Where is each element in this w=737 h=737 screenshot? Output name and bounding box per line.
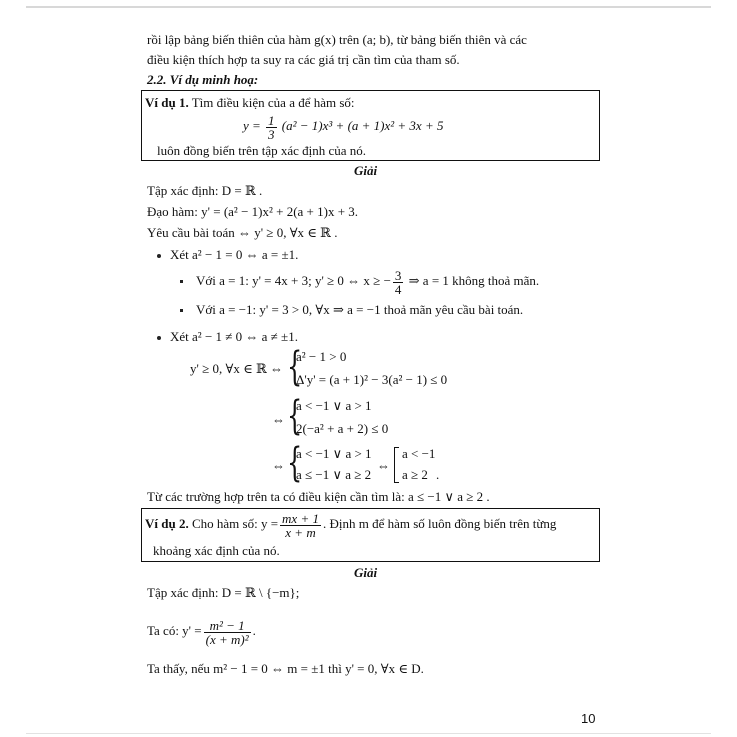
example-1-frac-den: 3	[268, 126, 275, 142]
case-1a	[196, 266, 539, 296]
system-3-bracket	[394, 447, 399, 483]
example-2-fraction	[280, 512, 321, 539]
system-2-arrow: ⇔	[272, 412, 285, 427]
section-title: Ví dụ minh hoạ:	[169, 72, 259, 87]
system-3-end: .	[436, 467, 440, 482]
example-2-frac-den: x + m	[285, 524, 316, 540]
solution-2-observation: Ta thấy, nếu m² − 1 = 0 ⇔ m = ±1 thì y' = 0, ∀x ∈ D.	[147, 661, 424, 676]
solution-2-frac-den: (x + m)²	[205, 631, 249, 647]
bullet-case-1	[157, 254, 161, 258]
system-3-right-1: a < −1	[402, 446, 436, 461]
solution-1-requirement: Yêu cầu bài toán ⇔ y' ≥ 0, ∀x ∈ ℝ .	[147, 225, 338, 240]
section-heading	[147, 72, 258, 88]
top-divider	[26, 6, 711, 8]
system-2-line-1: a < −1 ∨ a > 1	[296, 398, 372, 413]
example-2-frac-num: mx + 1	[282, 510, 319, 526]
solution-2-frac-num: m² − 1	[204, 619, 251, 633]
solution-1-domain: Tập xác định: D = ℝ .	[147, 183, 263, 198]
example-1-prompt-line	[145, 95, 355, 111]
system-3-arrow: ⇔	[272, 458, 285, 473]
case-1a-fraction	[393, 269, 404, 296]
example-2-prompt-line	[145, 509, 556, 539]
case-1a-pre: Với a = 1: y' = 4x + 3; y' ≥ 0 ⇔ x ≥ −	[196, 273, 391, 288]
solution-2-taco	[147, 614, 256, 648]
intro-line-2: điều kiện thích hợp ta suy ra các giá trị cần tìm của tham số.	[147, 52, 460, 67]
solution-2-fraction	[204, 619, 251, 646]
case-1: Xét a² − 1 = 0 ⇔ a = ±1.	[170, 247, 299, 262]
system-1-line-1: a² − 1 > 0	[296, 349, 347, 364]
case-2: Xét a² − 1 ≠ 0 ⇔ a ≠ ±1.	[170, 329, 298, 344]
system-3-brace: {	[287, 440, 303, 486]
example-2-prompt: Cho hàm số: y =	[191, 516, 279, 531]
sub-bullet-case-1b	[180, 309, 183, 312]
bottom-divider	[26, 733, 711, 734]
intro-line-1: rồi lập bảng biến thiên của hàm g(x) trên (a; b), từ bảng biến thiên và các	[147, 32, 527, 47]
solution-2-taco-end: .	[252, 623, 256, 638]
bullet-case-2	[157, 336, 161, 340]
case-1a-frac-num: 3	[394, 267, 402, 283]
example-2-line-2: khoảng xác định của nó.	[153, 543, 280, 558]
system-3-line-1: a < −1 ∨ a > 1	[296, 446, 372, 461]
example-1-tail: luôn đồng biến trên tập xác định của nó.	[157, 143, 367, 158]
solution-2-domain: Tập xác định: D = ℝ \ {−m};	[147, 585, 300, 600]
solution-1-heading: Giải	[354, 163, 378, 178]
system-lhs: y' ≥ 0, ∀x ∈ ℝ ⇔	[190, 361, 283, 376]
system-3-line-2: a ≤ −1 ∨ a ≥ 2	[296, 467, 372, 482]
example-1-fraction	[266, 114, 277, 141]
solution-1-conclusion: Từ các trường hợp trên ta có điều kiện cần tìm là: a ≤ −1 ∨ a ≥ 2 .	[147, 489, 490, 504]
system-1-line-2: Δ'y' = (a + 1)² − 3(a² − 1) ≤ 0	[296, 372, 448, 387]
example-1-prompt: Tìm điều kiện của a để hàm số:	[191, 95, 355, 110]
section-number: 2.2.	[147, 72, 167, 87]
sub-bullet-case-1a	[180, 280, 183, 283]
page-number: 10	[581, 711, 596, 726]
solution-2-heading: Giải	[354, 565, 378, 580]
example-1-frac-num: 1	[268, 112, 275, 128]
system-2-brace: {	[287, 393, 303, 439]
case-1a-frac-den: 4	[394, 281, 402, 297]
example-1-formula-lhs: y =	[243, 118, 261, 133]
example-2-label: Ví dụ 2.	[145, 516, 189, 531]
example-1-formula-rhs: (a² − 1)x³ + (a + 1)x² + 3x + 5	[281, 118, 444, 133]
example-1-label: Ví dụ 1.	[145, 95, 189, 110]
example-2-rest: . Định m để hàm số luôn đồng biến trên từng	[322, 516, 557, 531]
system-2-line-2: 2(−a² + a + 2) ≤ 0	[296, 421, 389, 436]
example-1-formula	[243, 111, 443, 141]
solution-1-derivative: Đạo hàm: y' = (a² − 1)x² + 2(a + 1)x + 3.	[147, 204, 359, 219]
system-1-brace: {	[287, 344, 303, 390]
case-1b: Với a = −1: y' = 3 > 0, ∀x ⇒ a = −1 thoả mãn yêu cầu bài toán.	[196, 302, 524, 317]
solution-2-taco-label: Ta có: y' =	[147, 623, 202, 638]
case-1a-post: ⇒ a = 1 không thoả mãn.	[408, 273, 540, 288]
system-3-mid-arrow: ⇔	[377, 458, 390, 473]
system-3-right-2: a ≥ 2	[402, 467, 428, 482]
